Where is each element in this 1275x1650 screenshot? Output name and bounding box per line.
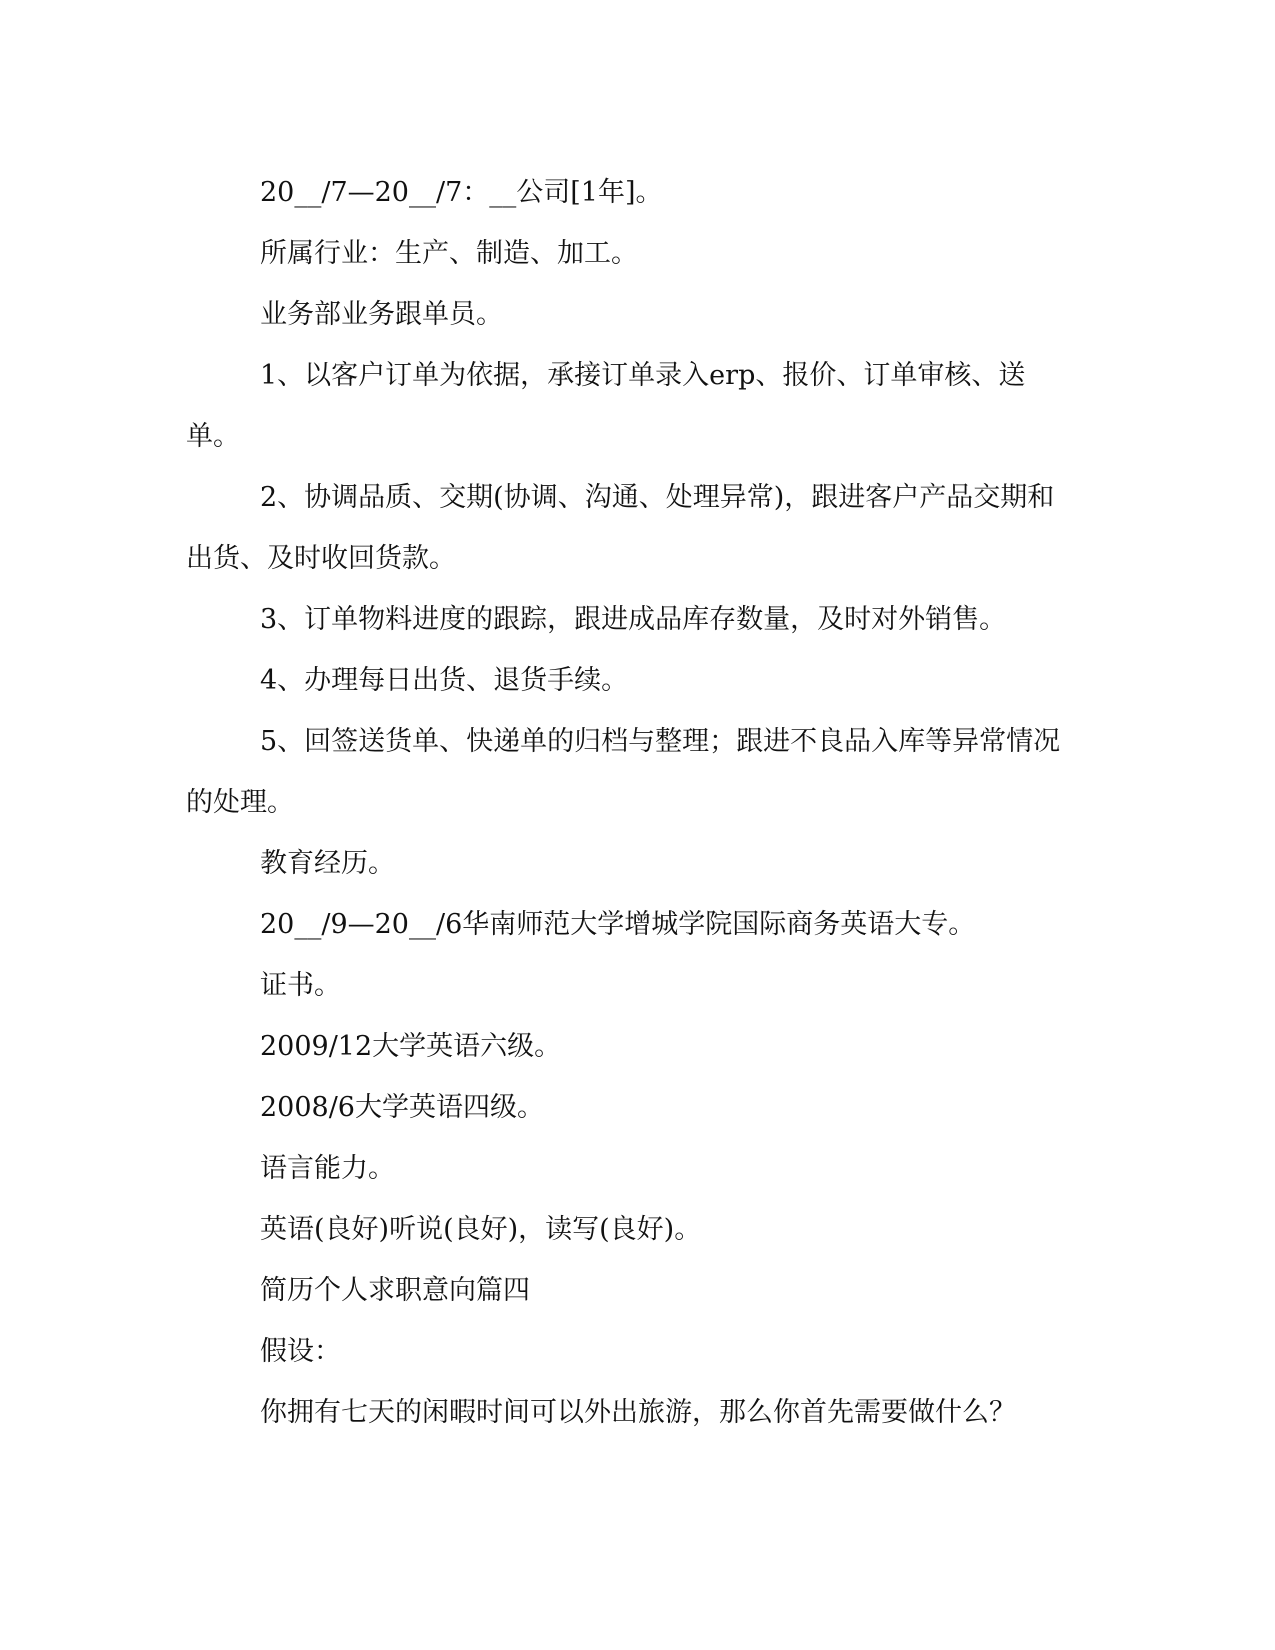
duty-item-3: 3、订单物料进度的跟踪，跟进成品库存数量，及时对外销售。 bbox=[260, 604, 1007, 635]
duty-item-1: 1、以客户订单为依据，承接订单录入erp、报价、订单审核、送单。 bbox=[186, 360, 1026, 452]
duty-item-2: 2、协调品质、交期(协调、沟通、处理异常)，跟进客户产品交期和出货、及时收回货款。 bbox=[186, 482, 1055, 574]
document-body bbox=[186, 162, 1066, 1443]
certificates-heading: 证书。 bbox=[260, 970, 341, 1001]
certificate-cet6: 2009/12大学英语六级。 bbox=[260, 1031, 562, 1062]
duty-item-5: 5、回签送货单、快递单的归档与整理；跟进不良品入库等异常情况的处理。 bbox=[186, 726, 1061, 818]
duty-item-4: 4、办理每日出货、退货手续。 bbox=[260, 665, 629, 696]
certificate-cet4: 2008/6大学英语四级。 bbox=[260, 1092, 544, 1123]
industry-line: 所属行业：生产、制造、加工。 bbox=[260, 238, 638, 269]
section-title: 简历个人求职意向篇四 bbox=[260, 1275, 530, 1306]
education-line: 20__/9—20__/6华南师范大学增城学院国际商务英语大专。 bbox=[260, 909, 976, 940]
question-line: 你拥有七天的闲暇时间可以外出旅游，那么你首先需要做什么？ bbox=[260, 1397, 1016, 1428]
education-heading: 教育经历。 bbox=[260, 848, 395, 879]
language-line: 英语(良好)听说(良好)，读写(良好)。 bbox=[260, 1214, 702, 1245]
assumption-label: 假设： bbox=[260, 1336, 341, 1367]
job-title-line: 业务部业务跟单员。 bbox=[260, 299, 503, 330]
work-period-line: 20__/7—20__/7：__公司[1年]。 bbox=[260, 177, 663, 208]
language-heading: 语言能力。 bbox=[260, 1153, 395, 1184]
